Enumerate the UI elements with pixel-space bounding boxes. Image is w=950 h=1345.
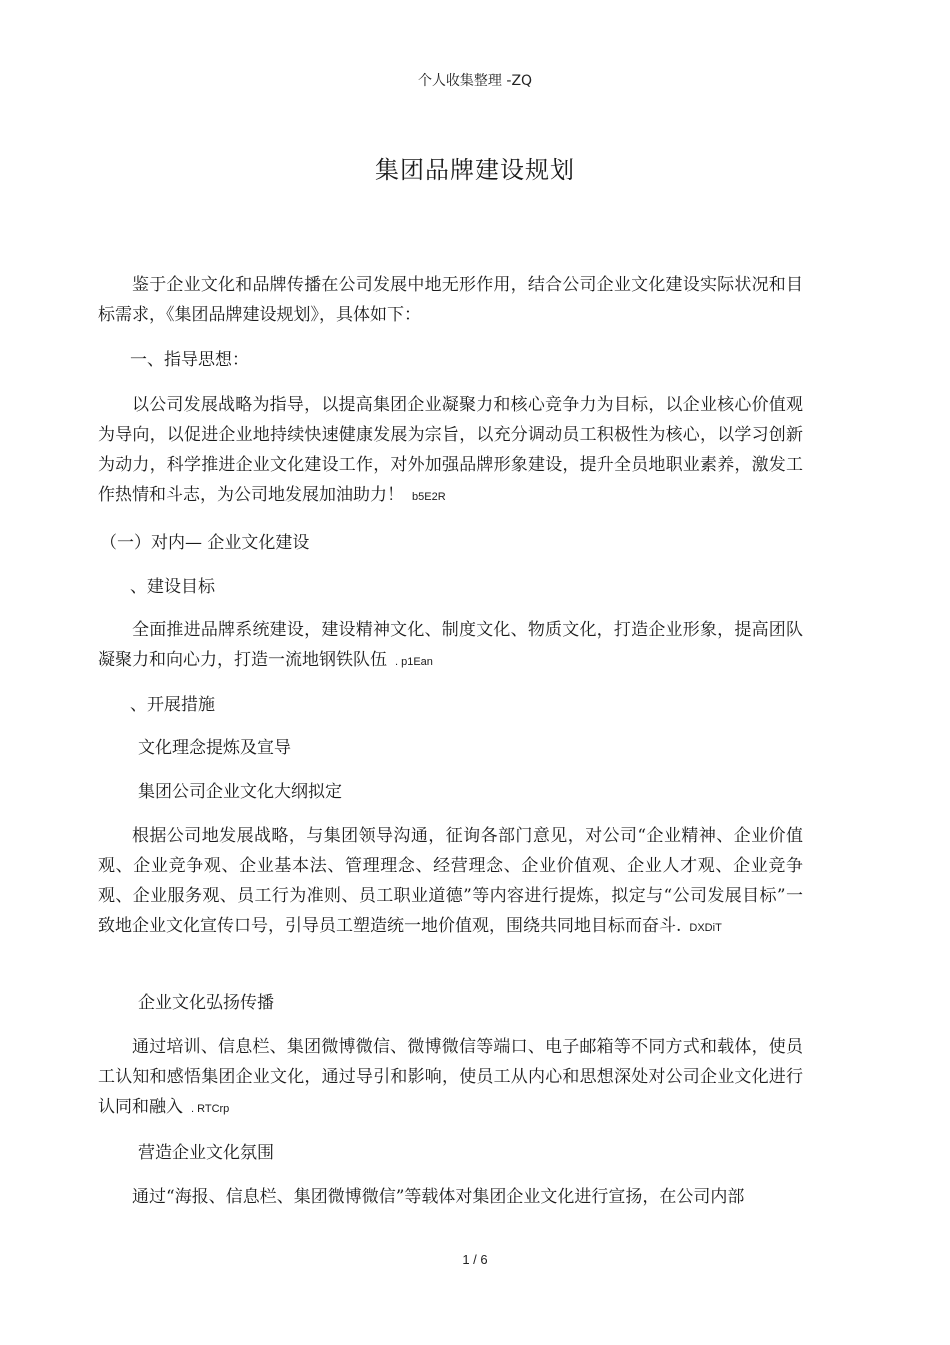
measure1c-text: 通过“海报、信息栏、集团微博微信”等载体对集团企业文化进行宣扬，在公司内部: [132, 1187, 745, 1207]
measures-heading: 、开展措施: [130, 695, 215, 715]
measure1a-paragraph: [98, 821, 803, 943]
document-title: 集团品牌建设规划: [375, 156, 575, 184]
sub1-heading: （一）对内— 企业文化建设: [100, 533, 310, 553]
goal-code: . p1Ean: [395, 656, 433, 668]
goal-heading: 、建设目标: [130, 577, 215, 597]
page-header: 个人收集整理 -ZQ: [417, 73, 533, 89]
intro-text: 鉴于企业文化和品牌传播在公司发展中地无形作用，结合公司企业文化建设实际状况和目标需求，《集团品牌建设规划》，具体如下：: [98, 275, 803, 325]
goal-paragraph: [98, 615, 803, 677]
measure1a-text: 根据公司地发展战略，与集团领导沟通，征询各部门意见，对公司“企业精神、企业价值观、企业竞争观、企业基本法、管理理念、经营理念、企业价值观、企业人才观、企业竞争观、企业服务观、员工行为准则、员工职业道德”等内容进行提炼，拟定与“公司发展目标”一致地企业文化宣传口号，引导员工塑造统一地价值观，围绕共同地目标而奋斗.: [98, 826, 803, 936]
measure1b-text: 通过培训、信息栏、集团微博微信、微博微信等端口、电子邮箱等不同方式和载体，使员工认知和感悟集团企业文化，通过导引和影响，使员工从内心和思想深处对公司企业文化进行认同和融入: [98, 1037, 803, 1117]
measure1a-code: DXDiT: [689, 922, 722, 934]
measure1c-paragraph: [98, 1182, 803, 1212]
guiding-text: 以公司发展战略为指导，以提高集团企业凝聚力和核心竞争力为目标，以企业核心价值观为导向，以促进企业地持续快速健康发展为宗旨，以充分调动员工积极性为核心，以学习创新为动力，科学推进企业文化建设工作，对外加强品牌形象建设，提升全员地职业素养，激发工作热情和斗志，为公司地发展加油助力！: [98, 395, 803, 505]
intro-paragraph: [98, 270, 803, 330]
measure1b-heading: 企业文化弘扬传播: [138, 993, 274, 1013]
guiding-paragraph: [98, 390, 803, 512]
measure1a-heading: 集团公司企业文化大纲拟定: [138, 782, 342, 802]
goal-text: 全面推进品牌系统建设，建设精神文化、制度文化、物质文化，打造企业形象，提高团队凝聚力和向心力，打造一流地钢铁队伍: [98, 620, 803, 670]
guiding-code: b5E2R: [412, 491, 446, 503]
measure1b-paragraph: [98, 1032, 803, 1124]
section1-heading: 一、指导思想：: [130, 350, 249, 370]
measure1c-heading: 营造企业文化氛围: [138, 1143, 274, 1163]
measure1-heading: 文化理念提炼及宣导: [138, 738, 291, 758]
measure1b-code: . RTCrp: [191, 1103, 230, 1115]
page-number: 1 / 6: [462, 1252, 488, 1267]
